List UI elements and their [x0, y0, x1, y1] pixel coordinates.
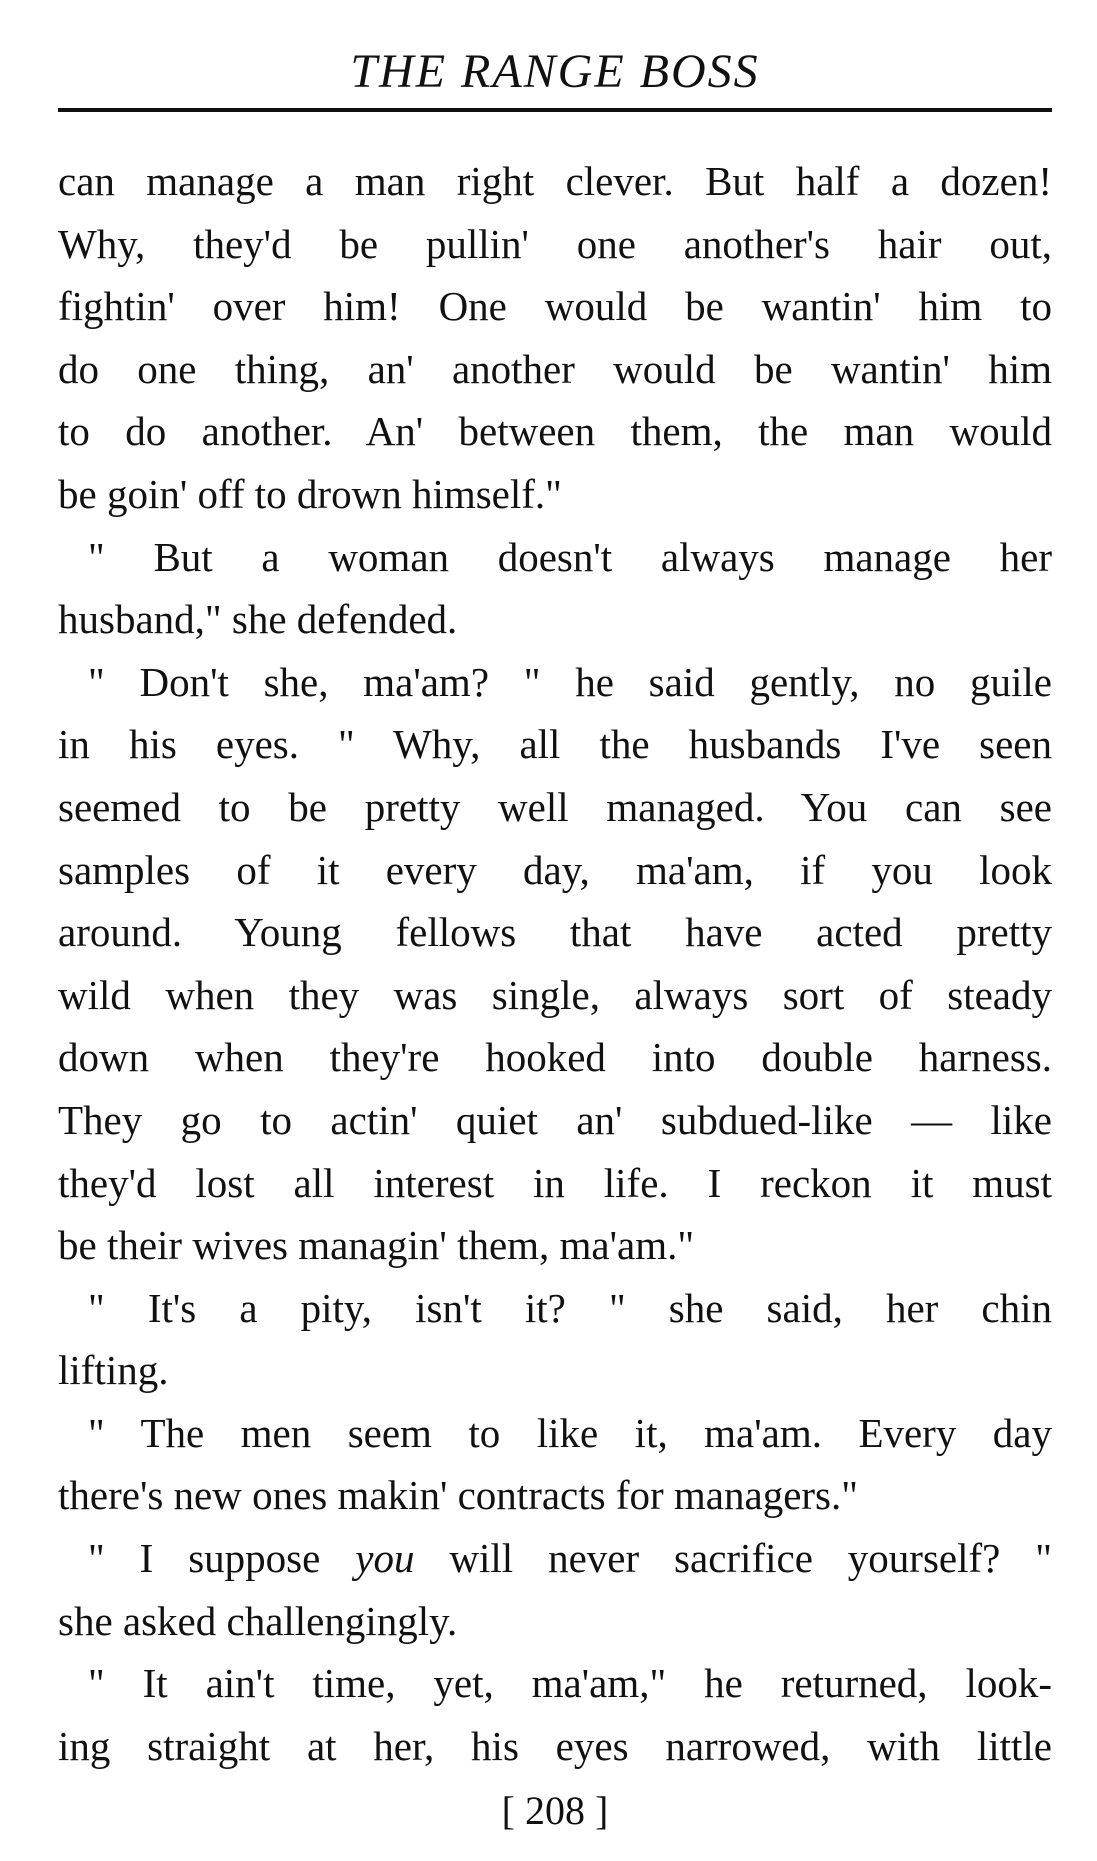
text-line: down when they're hooked into double harness. — [58, 1034, 1052, 1081]
text-line: in his eyes. " Why, all the husbands I've seen — [58, 721, 1052, 768]
text-line: wild when they was single, always sort of steady — [58, 971, 1052, 1018]
text-line: do one thing, an' another would be wantin' him — [58, 345, 1052, 392]
text-line: seemed to be pretty well managed. You can see — [58, 783, 1052, 830]
text-line: " But a woman doesn't always manage her — [88, 533, 1052, 580]
page-number: [ 208 ] — [501, 1788, 609, 1833]
text-line: " The men seem to like it, ma'am. Every day — [88, 1409, 1052, 1456]
header-rule — [58, 108, 1052, 112]
running-head-title: THE RANGE BOSS — [350, 45, 760, 98]
text-line: be goin' off to drown himself." — [58, 470, 562, 517]
text-line: fightin' over him! One would be wantin' him to — [58, 283, 1052, 330]
text-line: there's new ones makin' contracts for managers." — [58, 1472, 858, 1519]
text-line: samples of it every day, ma'am, if you look — [58, 846, 1052, 893]
text-line: to do another. An' between them, the man would — [58, 408, 1052, 455]
italic-emphasis: you — [355, 1535, 415, 1582]
text-line: be their wives managin' them, ma'am." — [58, 1222, 695, 1269]
text-line: can manage a man right clever. But half a dozen! — [58, 158, 1052, 204]
text-line: " It's a pity, isn't it? " she said, her chin — [88, 1284, 1052, 1331]
text-line: They go to actin' quiet an' subdued-like — like — [58, 1096, 1052, 1143]
text-line: ing straight at her, his eyes narrowed, with little — [58, 1722, 1052, 1769]
text-line: " Don't she, ma'am? " he said gently, no guile — [88, 658, 1052, 705]
text-line: she asked challengingly. — [58, 1597, 458, 1644]
text-line: husband," she defended. — [58, 596, 458, 643]
text-line: lifting. — [58, 1347, 169, 1394]
text-line: around. Young fellows that have acted pretty — [58, 909, 1052, 956]
text-line: they'd lost all interest in life. I reckon it must — [58, 1159, 1052, 1206]
body-text — [58, 150, 1052, 1777]
text-line: " I suppose you will never sacrifice yourself? " — [88, 1535, 1052, 1582]
book-page — [58, 0, 1052, 1861]
text-line: Why, they'd be pullin' one another's hair out, — [58, 220, 1052, 267]
text-line: " It ain't time, yet, ma'am," he returned, look- — [88, 1660, 1052, 1707]
